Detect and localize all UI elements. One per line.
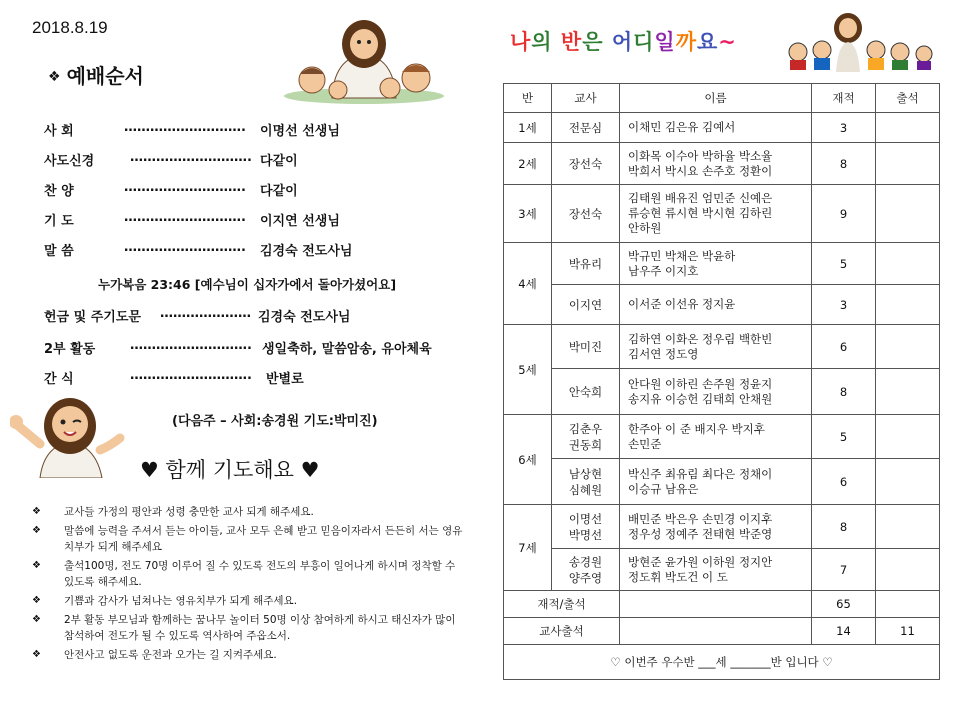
table-row	[504, 415, 940, 459]
teacher-total-count: 14	[812, 618, 876, 645]
header-enrolled: 재적	[812, 84, 876, 113]
children-group-illustration	[784, 10, 944, 72]
teacher-cell: 남상현 심혜원	[552, 459, 620, 505]
header-attendance: 출석	[876, 84, 940, 113]
worship-order-title-text: 예배순서	[66, 64, 144, 88]
teacher-total-attendance: 11	[876, 618, 940, 645]
total-attendance[interactable]	[876, 591, 940, 618]
header-names: 이름	[620, 84, 812, 113]
total-count: 65	[812, 591, 876, 618]
names-cell: 김태원 배유진 엄민준 신예은 류승현 류시현 박시현 김하린 안하원	[620, 185, 812, 243]
order-item-leader: ……………………….	[130, 338, 252, 353]
count-cell: 5	[812, 243, 876, 285]
teacher-cell: 박미진	[552, 325, 620, 369]
table-row	[504, 459, 940, 505]
prayer-item-text: 2부 활동 부모님과 함께하는 꿈나무 놀이터 50명 이상 참여하게 하시고 태신자가 많이 참석하여 전도가 될 수 있도록 역사하여 주옵소서.	[64, 614, 456, 642]
names-cell: 박규민 박채은 박윤하 남우주 이지호	[620, 243, 812, 285]
total-names-cell	[620, 591, 812, 618]
title-char: 의	[531, 30, 561, 54]
attendance-cell[interactable]	[876, 113, 940, 143]
bulletin-date: 2018.8.19	[32, 18, 108, 37]
order-item-value: 김경숙 전도사님	[260, 244, 353, 259]
prayer-item	[28, 504, 468, 520]
next-week-note: (다음주 – 사회:송경원 기도:박미진)	[172, 414, 378, 429]
order-item-label: 2부 활동	[44, 342, 96, 357]
jesus-waving-illustration	[10, 394, 128, 478]
class-cell: 1세	[504, 113, 552, 143]
title-char: 요	[697, 30, 719, 54]
teacher-cell: 안숙희	[552, 369, 620, 415]
names-cell: 한주아 이 준 배지우 박지후 손민준	[620, 415, 812, 459]
names-cell: 박신주 최유림 최다은 정채이 이승규 남유은	[620, 459, 812, 505]
names-cell: 방현준 윤가원 이하원 정지안 정도휘 박도건 이 도	[620, 549, 812, 591]
names-cell: 배민준 박은우 손민경 이지후 정우성 정예주 전태현 박준영	[620, 505, 812, 549]
header-class: 반	[504, 84, 552, 113]
total-row	[504, 591, 940, 618]
jesus-with-children-illustration	[282, 18, 446, 104]
title-char: 반	[560, 30, 583, 54]
title-char: 은	[582, 30, 612, 54]
order-item-leader: ……………………….	[124, 180, 246, 195]
class-cell: 5세	[504, 325, 552, 415]
order-item-leader: ……………………….	[124, 210, 246, 225]
prayer-item-text: 안전사고 없도록 운전과 오가는 길 지켜주세요.	[64, 649, 277, 661]
prayer-title: ♥ 함께 기도해요 ♥	[140, 458, 320, 482]
names-cell: 이화목 이수아 박하율 박소율 박희서 박시요 손주호 정환이	[620, 143, 812, 185]
attendance-cell[interactable]	[876, 143, 940, 185]
title-char: 까	[675, 30, 697, 54]
attendance-cell[interactable]	[876, 505, 940, 549]
order-item-value: 김경숙 전도사님	[258, 310, 351, 325]
names-cell: 안다원 이하린 손주원 정윤지 송지유 이승헌 김태희 안채원	[620, 369, 812, 415]
title-char: 어	[611, 30, 634, 54]
prayer-item	[28, 647, 468, 663]
teacher-total-names-cell	[620, 618, 812, 645]
teacher-cell: 송경원 양주영	[552, 549, 620, 591]
attendance-cell[interactable]	[876, 459, 940, 505]
order-item-label: 말 씀	[44, 244, 74, 259]
attendance-cell[interactable]	[876, 415, 940, 459]
table-row	[504, 285, 940, 325]
header-teacher: 교사	[552, 84, 620, 113]
order-item-label: 사 회	[44, 124, 74, 139]
diamond-bullet-icon: ❖	[48, 69, 61, 85]
teacher-cell: 이지연	[552, 285, 620, 325]
names-cell: 김하연 이화온 정우림 백한빈 김서연 정도영	[620, 325, 812, 369]
table-row	[504, 113, 940, 143]
title-char: 일	[654, 30, 676, 54]
title-char: 나	[510, 30, 532, 54]
order-item-label: 간 식	[44, 372, 74, 387]
total-label: 재적/출석	[504, 591, 620, 618]
prayer-item-text: 교사들 가정의 평안과 성령 충만한 교사 되게 해주세요.	[64, 506, 314, 518]
count-cell: 6	[812, 325, 876, 369]
class-table-title	[510, 26, 737, 56]
prayer-item-text: 기쁨과 감사가 넘쳐나는 영유치부가 되게 해주세요.	[64, 595, 298, 607]
table-header-row	[504, 84, 940, 113]
title-char: ~	[718, 30, 737, 54]
order-item-value: 반별로	[266, 372, 304, 387]
class-cell: 2세	[504, 143, 552, 185]
attendance-cell[interactable]	[876, 369, 940, 415]
names-cell: 이채민 김은유 김예서	[620, 113, 812, 143]
table-row	[504, 185, 940, 243]
order-item-leader: ……………………….	[130, 368, 252, 383]
attendance-cell[interactable]	[876, 325, 940, 369]
class-attendance-table	[503, 83, 940, 680]
count-cell: 3	[812, 285, 876, 325]
order-item-value: 생일축하, 말씀암송, 유아체육	[262, 342, 432, 357]
prayer-item-text: 말씀에 능력을 주셔서 듣는 아이들, 교사 모두 은혜 받고 믿음이자라서 든든히 서는 영유치부가 되게 해주세요	[64, 525, 463, 553]
order-item-label: 찬 양	[44, 184, 74, 199]
prayer-item	[28, 558, 468, 590]
diamond-bullet-icon: ❖	[32, 525, 41, 536]
diamond-bullet-icon: ❖	[32, 595, 41, 606]
diamond-bullet-icon: ❖	[32, 506, 41, 517]
order-item-value: 이명선 선생님	[260, 124, 340, 139]
diamond-bullet-icon: ❖	[32, 560, 41, 571]
diamond-bullet-icon: ❖	[32, 614, 41, 625]
table-row	[504, 505, 940, 549]
count-cell: 8	[812, 369, 876, 415]
table-row	[504, 549, 940, 591]
count-cell: 8	[812, 505, 876, 549]
class-cell: 7세	[504, 505, 552, 591]
table-row	[504, 325, 940, 369]
order-item-leader: …………………	[160, 306, 251, 321]
teacher-cell: 전문심	[552, 113, 620, 143]
scripture-reference: 누가복음 23:46 [예수님이 십자가에서 돌아가셨어요]	[98, 277, 397, 292]
teacher-cell: 김춘우 권동희	[552, 415, 620, 459]
prayer-list	[28, 504, 468, 666]
names-cell: 이서준 이선유 정지윤	[620, 285, 812, 325]
count-cell: 3	[812, 113, 876, 143]
class-cell: 6세	[504, 415, 552, 505]
attendance-cell[interactable]	[876, 549, 940, 591]
prayer-item	[28, 612, 468, 644]
order-item-value: 다같이	[260, 154, 298, 169]
order-item-leader: ……………………….	[124, 120, 246, 135]
count-cell: 5	[812, 415, 876, 459]
table-row	[504, 243, 940, 285]
count-cell: 8	[812, 143, 876, 185]
teacher-total-label: 교사출석	[504, 618, 620, 645]
order-item-label: 기 도	[44, 214, 74, 229]
table-row	[504, 369, 940, 415]
order-item-value: 이지연 선생님	[260, 214, 340, 229]
order-item-leader: ……………………….	[124, 240, 246, 255]
order-item-label: 헌금 및 주기도문	[44, 310, 141, 325]
order-item-label: 사도신경	[44, 154, 95, 169]
prayer-item-text: 출석100명, 전도 70명 이루어 질 수 있도록 전도의 부흥이 일어나게 하시며 정착할 수 있도록 해주세요.	[64, 560, 456, 588]
count-cell: 7	[812, 549, 876, 591]
teacher-cell: 이명선 박명선	[552, 505, 620, 549]
attendance-cell[interactable]	[876, 185, 940, 243]
count-cell: 9	[812, 185, 876, 243]
prayer-item	[28, 593, 468, 609]
attendance-cell[interactable]	[876, 243, 940, 285]
class-cell: 4세	[504, 243, 552, 325]
worship-order-title	[48, 60, 144, 89]
teacher-cell: 박유리	[552, 243, 620, 285]
diamond-bullet-icon: ❖	[32, 649, 41, 660]
teacher-cell: 장선숙	[552, 185, 620, 243]
prayer-item	[28, 523, 468, 555]
class-cell: 3세	[504, 185, 552, 243]
best-class-row	[504, 645, 940, 680]
order-item-value: 다같이	[260, 184, 298, 199]
title-char: 디	[633, 30, 655, 54]
best-class-note: ♡ 이번주 우수반 ___세 _______반 입니다 ♡	[504, 645, 940, 680]
order-item-leader: ……………………….	[130, 150, 252, 165]
teacher-total-row	[504, 618, 940, 645]
count-cell: 6	[812, 459, 876, 505]
table-row	[504, 143, 940, 185]
teacher-cell: 장선숙	[552, 143, 620, 185]
attendance-cell[interactable]	[876, 285, 940, 325]
